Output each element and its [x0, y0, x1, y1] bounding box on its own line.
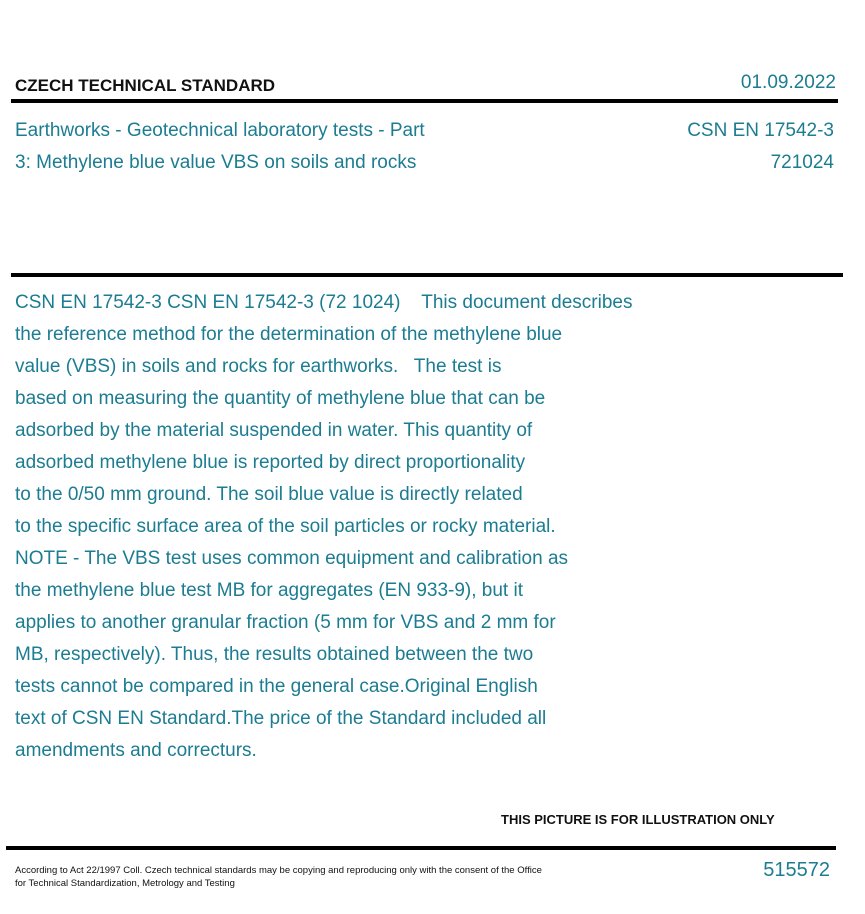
legal-line: According to Act 22/1997 Coll. Czech technical standards may be copying and reproducing only with the consent of the Office — [15, 865, 542, 876]
publication-date: 01.09.2022 — [740, 72, 836, 93]
description-text — [15, 287, 735, 767]
description-line: the reference method for the determination of the methylene blue — [15, 324, 563, 345]
illustration-disclaimer: THIS PICTURE IS FOR ILLUSTRATION ONLY — [501, 812, 775, 827]
description-line: to the 0/50 mm ground. The soil blue value is directly related — [15, 484, 523, 505]
description-line: based on measuring the quantity of methylene blue that can be — [15, 388, 546, 409]
description-line: MB, respectively). Thus, the results obtained between the two — [15, 644, 534, 665]
title-divider — [11, 273, 843, 277]
description-line: adsorbed by the material suspended in water. This quantity of — [15, 420, 533, 441]
description-line: the methylene blue test MB for aggregates (EN 933-9), but it — [15, 580, 523, 601]
title-line: 3: Methylene blue value VBS on soils and rocks — [15, 152, 417, 173]
description-line: amendments and correcturs. — [15, 740, 257, 761]
footer-divider — [6, 846, 836, 850]
standard-number: CSN EN 17542-3 — [687, 120, 834, 141]
document-type-label: CZECH TECHNICAL STANDARD — [15, 76, 276, 95]
description-line: text of CSN EN Standard.The price of the Standard included all — [15, 708, 547, 729]
description-line: adsorbed methylene blue is reported by direct proportionality — [15, 452, 526, 473]
description-line: value (VBS) in soils and rocks for earthworks. The test is — [15, 356, 502, 377]
description-line: CSN EN 17542-3 CSN EN 17542-3 (72 1024) This document describes — [15, 292, 633, 313]
header-divider — [11, 99, 838, 103]
description-line: applies to another granular fraction (5 mm for VBS and 2 mm for — [15, 612, 556, 633]
legal-notice — [15, 864, 615, 890]
standard-identifiers — [687, 115, 834, 179]
product-code: 515572 — [763, 859, 830, 881]
description-line: NOTE - The VBS test uses common equipment and calibration as — [15, 548, 569, 569]
description-line: tests cannot be compared in the general case.Original English — [15, 676, 538, 697]
title-line: Earthworks - Geotechnical laboratory tests - Part — [15, 120, 425, 141]
description-line: to the specific surface area of the soil particles or rocky material. — [15, 516, 556, 537]
catalog-number: 721024 — [770, 152, 834, 173]
standard-title — [15, 115, 535, 179]
legal-line: for Technical Standardization, Metrology and Testing — [15, 878, 235, 889]
